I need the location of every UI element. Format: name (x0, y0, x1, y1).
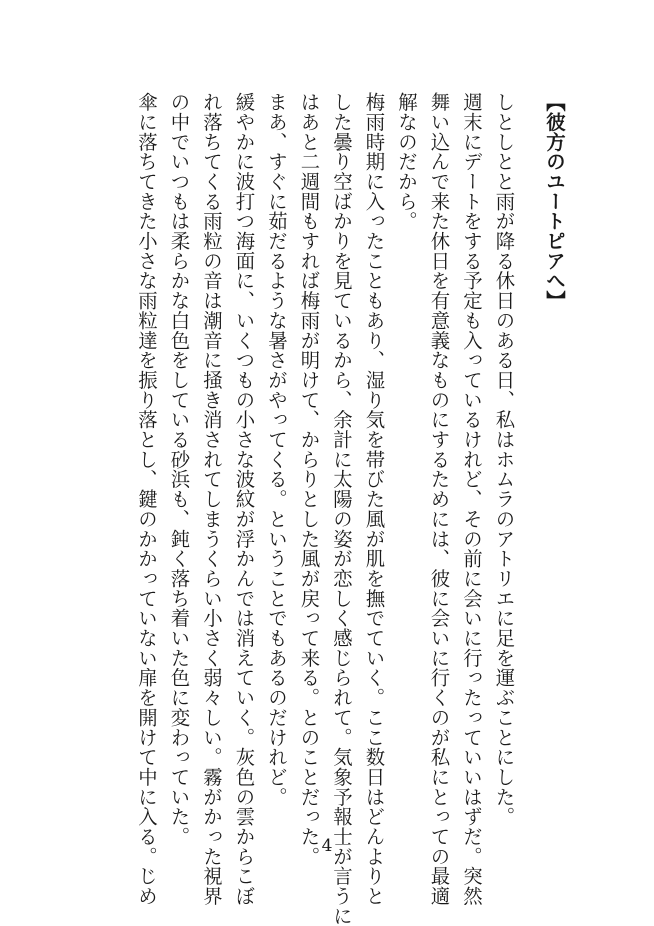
text-line: 解なのだから。 (395, 92, 418, 231)
text-line: 傘に落ちてきた小さな雨粒達を振り落とし、鍵のかかっていない扉を開けて中に入る。じめ (135, 92, 158, 906)
text-line: しとしとと雨が降る休日のある日、私はホムラのアトリエに足を運ぶことにした。 (492, 92, 516, 827)
text-line: 週末にデートをする予定も入っているけれど、その前に会いに行ったっていいはずだ。突然 (460, 92, 483, 906)
text-line: れ落ちてくる雨粒の音は潮音に掻き消されてしまうくらい小さく弱々しい。霧がかった視界 (200, 92, 223, 906)
text-line: した曇り空ばかりを見ているから、余計に太陽の姿が恋しく感じられて。気象予報士が言うに (330, 92, 353, 926)
text-line: まあ、すぐに茹だるような暑さがやってくる。ということでもあるのだけれど。 (265, 92, 288, 807)
text-line: 梅雨時期に入ったこともあり、湿り気を帯びた風が肌を撫でていく。ここ数日はどんよりと (362, 92, 386, 906)
text-line: の中でいつもは柔らかな白色をしている砂浜も、鈍く落ち着いた色に変わっていた。 (167, 92, 191, 847)
text-line: 舞い込んで来た休日を有意義なものにするためには、彼に会いに行くのが私にとっての最適 (427, 92, 451, 906)
vertical-text-body (130, 92, 571, 926)
page-number: 4 (321, 836, 333, 856)
text-line: 緩やかに波打つ海面に、いくつもの小さな波紋が浮かんでは消えていく。灰色の雲からこぼ (232, 92, 256, 906)
chapter-title: 【彼方のユートピアへ】 (543, 92, 566, 311)
text-line: はあと二週間もすれば梅雨が明けて、からりとした風が戻って来る。とのことだった。 (297, 92, 321, 867)
